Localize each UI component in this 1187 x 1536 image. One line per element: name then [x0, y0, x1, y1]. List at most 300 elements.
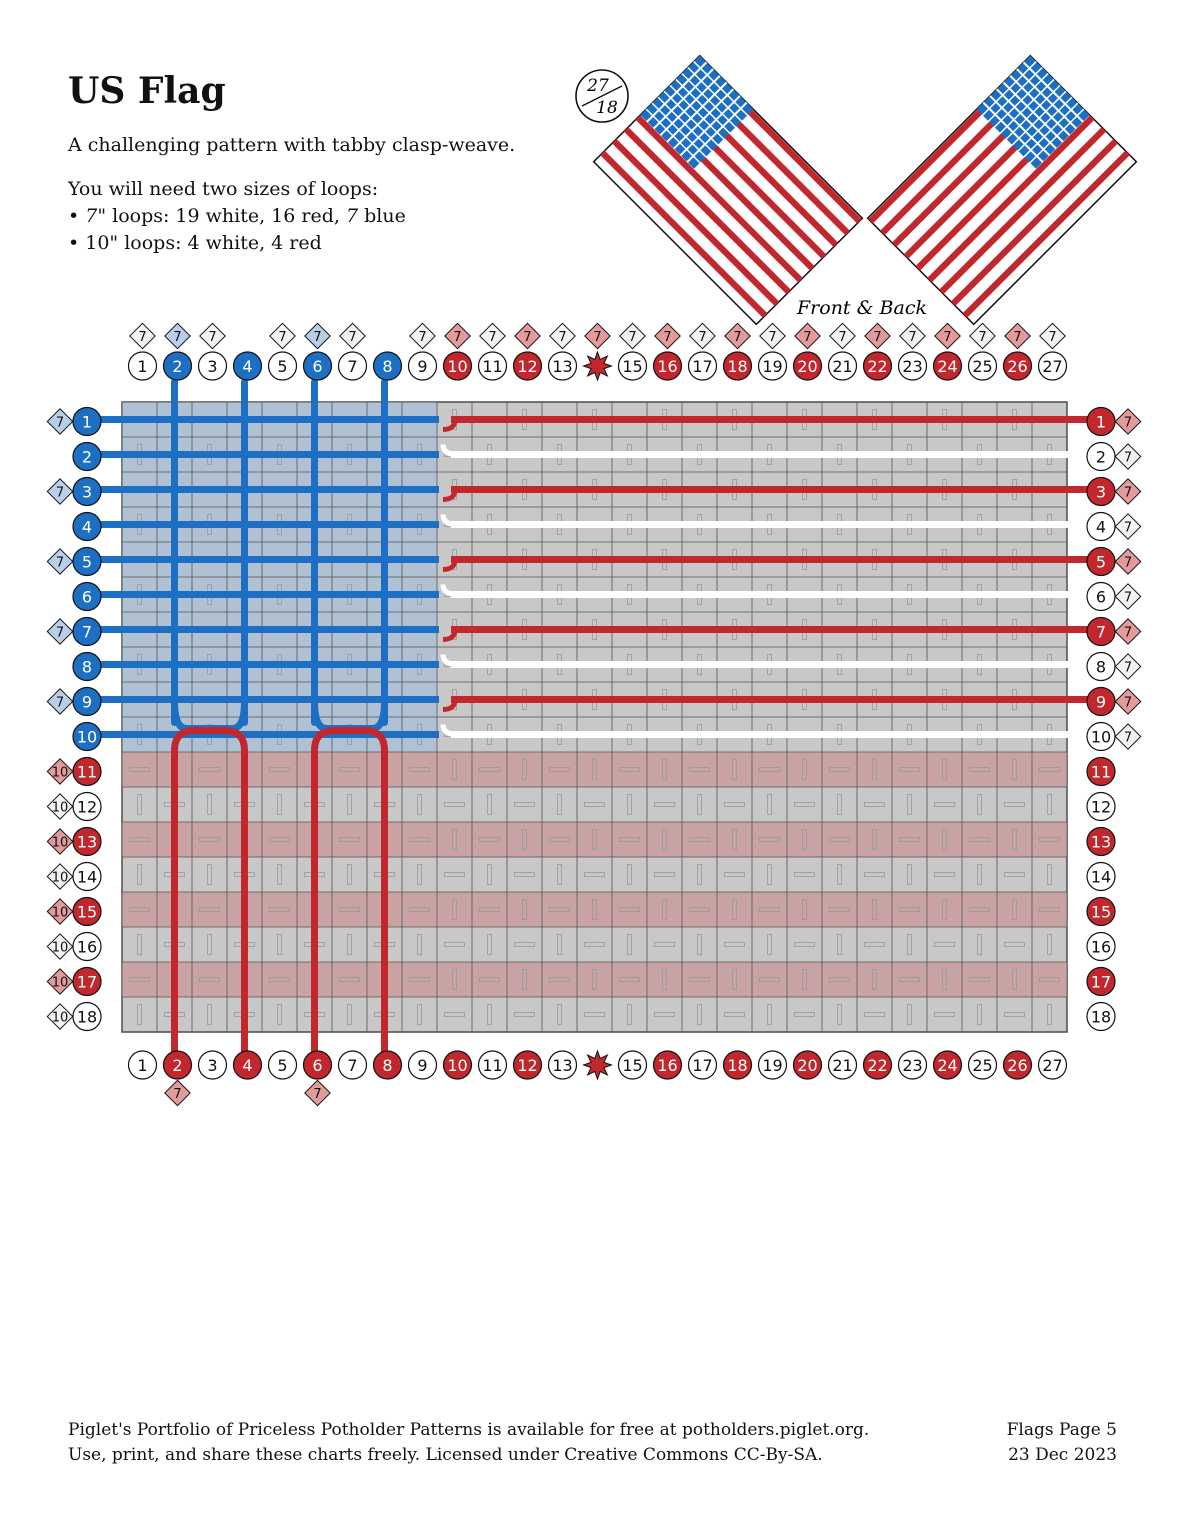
peg-number: 9: [417, 357, 428, 376]
peg-number: 7: [347, 1056, 358, 1075]
top-peg: [339, 352, 367, 380]
top-peg: [689, 352, 717, 380]
loop-size-label: 7: [55, 625, 65, 641]
flag-preview-back: [868, 56, 1137, 325]
peg-number: 10: [447, 1056, 468, 1075]
peg-number: 27: [1042, 357, 1063, 376]
peg-number: 7: [1095, 622, 1107, 642]
loop-size-label: 7: [1123, 695, 1133, 711]
peg-number: 11: [76, 762, 98, 782]
loop-size-label: 7: [313, 1087, 322, 1102]
loop-size-label: 7: [523, 330, 532, 345]
left-peg: [73, 828, 101, 856]
right-peg: [1087, 443, 1115, 471]
right-loop-size: [1115, 514, 1140, 539]
loop-size-label: 7: [978, 330, 987, 345]
loop-size-label: 7: [453, 330, 462, 345]
left-peg: [73, 653, 101, 681]
top-peg: [269, 352, 297, 380]
peg-number: 16: [657, 357, 678, 376]
top-loop-size: [305, 323, 330, 348]
top-peg: [1039, 352, 1067, 380]
star-peg-icon: [584, 1051, 612, 1079]
peg-number: 14: [1090, 867, 1112, 887]
left-peg: [73, 478, 101, 506]
top-loop-size: [1040, 323, 1065, 348]
peg-number: 10: [447, 357, 468, 376]
stripe-tint: [122, 962, 1067, 997]
footer-line-2: Use, print, and share these charts freely. Licensed under Creative Commons CC-By-SA.: [68, 1445, 823, 1465]
peg-number: 9: [417, 1056, 428, 1075]
loop-size-label: 7: [348, 330, 357, 345]
top-loop-size: [620, 323, 645, 348]
top-loop-size: [655, 323, 680, 348]
loop-size-label: 10: [51, 835, 69, 851]
right-peg: [1087, 513, 1115, 541]
right-peg: [1087, 1003, 1115, 1031]
right-peg: [1087, 793, 1115, 821]
peg-number: 23: [902, 357, 923, 376]
peg-number: 15: [1090, 902, 1112, 922]
peg-number: 2: [172, 357, 183, 376]
peg-number: 15: [622, 357, 643, 376]
peg-number: 15: [622, 1056, 643, 1075]
left-peg: [73, 793, 101, 821]
loop-size-label: 10: [51, 1010, 69, 1026]
blue-count: 7: [345, 205, 359, 227]
loop-size-label: 7: [1123, 415, 1133, 431]
peg-number: 9: [81, 692, 93, 712]
peg-number: 20: [797, 357, 818, 376]
peg-number: 4: [1095, 517, 1107, 537]
right-loop-size: [1115, 584, 1140, 609]
loop-size-label: 10: [51, 940, 69, 956]
loop-size-label: 7: [488, 330, 497, 345]
loop-size-label: 7: [768, 330, 777, 345]
left-peg: [73, 513, 101, 541]
bottom-peg: [234, 1051, 262, 1079]
left-loop-size: [47, 759, 72, 784]
left-peg: [73, 933, 101, 961]
peg-number: 11: [482, 1056, 503, 1075]
left-loop-size: [47, 934, 72, 959]
top-peg: [129, 352, 157, 380]
right-loop-size: [1115, 444, 1140, 469]
bottom-peg: [444, 1051, 472, 1079]
top-loop-size: [270, 323, 295, 348]
bottom-peg: [269, 1051, 297, 1079]
bottom-peg: [829, 1051, 857, 1079]
left-peg: [73, 618, 101, 646]
top-peg: [409, 352, 437, 380]
top-peg: [199, 352, 227, 380]
peg-number: 5: [277, 1056, 288, 1075]
peg-number: 16: [1090, 937, 1112, 957]
peg-number: 11: [1090, 762, 1112, 782]
peg-number: 7: [81, 622, 93, 642]
loop-size-label: 7: [1123, 590, 1133, 606]
bottom-peg: [724, 1051, 752, 1079]
top-peg: [829, 352, 857, 380]
right-loop-size: [1115, 549, 1140, 574]
loop-size-label: 7: [943, 330, 952, 345]
peg-number: 4: [242, 1056, 253, 1075]
peg-number: 16: [76, 937, 98, 957]
peg-number: 8: [81, 657, 93, 677]
loom-size-bottom: 18: [596, 98, 618, 118]
left-loop-size: [47, 829, 72, 854]
top-peg: [304, 352, 332, 380]
loop-size-label: 7: [1123, 625, 1133, 641]
left-peg: [73, 723, 101, 751]
bottom-loop-size: [305, 1080, 330, 1105]
right-peg: [1087, 618, 1115, 646]
bottom-peg: [1004, 1051, 1032, 1079]
left-loop-size: [47, 409, 72, 434]
peg-number: 18: [727, 1056, 748, 1075]
loop-size-label: 7: [55, 555, 65, 571]
loop-size-label: 10: [51, 905, 69, 921]
top-loop-size: [445, 323, 470, 348]
top-loop-size: [1005, 323, 1030, 348]
top-peg: [619, 352, 647, 380]
peg-number: 17: [1090, 972, 1112, 992]
peg-number: 19: [762, 357, 783, 376]
bottom-peg: [654, 1051, 682, 1079]
left-peg: [73, 758, 101, 786]
left-peg: [73, 968, 101, 996]
peg-number: 13: [1090, 832, 1112, 852]
peg-number: 14: [76, 867, 98, 887]
left-loop-size: [47, 969, 72, 994]
loop-size-label: 7: [173, 1087, 182, 1102]
loop-size-label: 10: [51, 800, 69, 816]
right-peg: [1087, 933, 1115, 961]
top-loop-size: [970, 323, 995, 348]
top-peg: [234, 352, 262, 380]
loop-size-label: 7: [803, 330, 812, 345]
loom-grid: [122, 402, 1067, 1032]
peg-number: 4: [81, 517, 93, 537]
loop-size-label: 10: [51, 765, 69, 781]
peg-number: 24: [937, 357, 958, 376]
bottom-peg: [969, 1051, 997, 1079]
peg-number: 13: [552, 357, 573, 376]
right-peg: [1087, 408, 1115, 436]
top-loop-size: [725, 323, 750, 348]
bottom-peg: [899, 1051, 927, 1079]
left-loop-size: [47, 864, 72, 889]
peg-number: 8: [1095, 657, 1107, 677]
peg-number: 2: [1095, 447, 1107, 467]
top-loop-size: [760, 323, 785, 348]
peg-number: 18: [727, 357, 748, 376]
loop-size-label: 7: [208, 330, 217, 345]
right-peg: [1087, 723, 1115, 751]
loop-size-label: 7: [873, 330, 882, 345]
right-loop-size: [1115, 619, 1140, 644]
peg-number: 17: [692, 1056, 713, 1075]
right-peg: [1087, 863, 1115, 891]
loop-size-label: 7: [173, 330, 182, 345]
bottom-peg: [794, 1051, 822, 1079]
bottom-peg: [339, 1051, 367, 1079]
peg-number: 20: [797, 1056, 818, 1075]
peg-number: 3: [81, 482, 93, 502]
loop-counts: loops: 19 white, 16 red,: [106, 205, 346, 227]
loop-size-label: 7: [1123, 485, 1133, 501]
loop-size-label: 7: [313, 330, 322, 345]
left-loop-size: [47, 479, 72, 504]
peg-number: 7: [347, 357, 358, 376]
peg-number: 8: [382, 1056, 393, 1075]
loop-size-label: 7: [1123, 520, 1133, 536]
peg-number: 19: [762, 1056, 783, 1075]
right-peg: [1087, 758, 1115, 786]
top-peg: [934, 352, 962, 380]
bottom-peg: [479, 1051, 507, 1079]
left-peg: [73, 443, 101, 471]
footer-page-info: [1007, 1418, 1117, 1468]
peg-number: 12: [517, 357, 538, 376]
peg-number: 13: [552, 1056, 573, 1075]
top-loop-size: [585, 323, 610, 348]
loop-size-label: 7: [55, 695, 65, 711]
peg-number: 5: [1095, 552, 1107, 572]
peg-number: 6: [312, 1056, 323, 1075]
left-loop-size: [47, 619, 72, 644]
top-peg: [864, 352, 892, 380]
footer-credits: [68, 1418, 869, 1468]
right-peg: [1087, 828, 1115, 856]
peg-number: 25: [972, 357, 993, 376]
top-loop-size: [130, 323, 155, 348]
materials-10in: • 10" loops: 4 white, 4 red: [68, 232, 322, 254]
bottom-peg: [514, 1051, 542, 1079]
right-peg: [1087, 653, 1115, 681]
bottom-peg: [1039, 1051, 1067, 1079]
peg-number: 1: [137, 1056, 148, 1075]
peg-number: 12: [517, 1056, 538, 1075]
peg-number: 4: [242, 357, 253, 376]
peg-number: 24: [937, 1056, 958, 1075]
top-peg: [549, 352, 577, 380]
top-loop-size: [690, 323, 715, 348]
peg-number: 16: [657, 1056, 678, 1075]
loop-size-label: 7: [1123, 555, 1133, 571]
pattern-description: A challenging pattern with tabby clasp-weave.: [68, 134, 516, 156]
loop-size-label: 7: [1123, 730, 1133, 746]
peg-number: 18: [1090, 1007, 1112, 1027]
right-peg: [1087, 548, 1115, 576]
left-loop-size: [47, 689, 72, 714]
peg-number: 11: [482, 357, 503, 376]
bottom-peg: [164, 1051, 192, 1079]
peg-number: 17: [692, 357, 713, 376]
stripe-tint: [122, 752, 1067, 787]
page-number: Flags Page 5: [1006, 1420, 1117, 1440]
right-peg: [1087, 688, 1115, 716]
top-loop-size: [550, 323, 575, 348]
right-peg: [1087, 898, 1115, 926]
right-peg: [1087, 478, 1115, 506]
footer-line-1: Piglet's Portfolio of Priceless Potholder Patterns is available for free at potholders.piglet.org.: [68, 1420, 870, 1440]
top-loop-size: [200, 323, 225, 348]
top-peg: [654, 352, 682, 380]
peg-number: 12: [76, 797, 98, 817]
stripe-tint: [122, 892, 1067, 927]
bottom-peg: [864, 1051, 892, 1079]
flag-previews: [594, 56, 1137, 325]
top-loop-size: [410, 323, 435, 348]
bottom-peg: [304, 1051, 332, 1079]
peg-number: 17: [76, 972, 98, 992]
peg-number: 3: [207, 357, 218, 376]
top-loop-size: [515, 323, 540, 348]
flag-preview-front: [594, 56, 863, 325]
loop-size-7: 7": [85, 205, 107, 227]
page-date: 23 Dec 2023: [1008, 1445, 1117, 1465]
bottom-peg: [374, 1051, 402, 1079]
top-loop-size: [935, 323, 960, 348]
loop-size-label: 7: [908, 330, 917, 345]
peg-number: 2: [172, 1056, 183, 1075]
loop-size-label: 7: [138, 330, 147, 345]
loop-size-label: 10: [51, 975, 69, 991]
loop-size-label: 7: [418, 330, 427, 345]
peg-number: 21: [832, 357, 853, 376]
star-peg-icon: [584, 352, 612, 380]
stripe-tint: [122, 822, 1067, 857]
top-peg: [164, 352, 192, 380]
bottom-peg: [199, 1051, 227, 1079]
top-loop-size: [480, 323, 505, 348]
peg-number: 25: [972, 1056, 993, 1075]
bottom-peg: [759, 1051, 787, 1079]
right-loop-size: [1115, 654, 1140, 679]
bottom-peg: [619, 1051, 647, 1079]
peg-number: 1: [1095, 412, 1107, 432]
peg-number: 6: [312, 357, 323, 376]
loop-size-label: 7: [558, 330, 567, 345]
loop-size-label: 7: [733, 330, 742, 345]
peg-number: 26: [1007, 357, 1028, 376]
left-loop-size: [47, 1004, 72, 1029]
peg-number: 1: [137, 357, 148, 376]
bullet: •: [68, 205, 86, 227]
peg-number: 22: [867, 357, 888, 376]
peg-number: 22: [867, 1056, 888, 1075]
right-peg: [1087, 968, 1115, 996]
peg-number: 12: [1090, 797, 1112, 817]
bottom-peg: [129, 1051, 157, 1079]
right-loop-size: [1115, 409, 1140, 434]
peg-number: 1: [81, 412, 93, 432]
bottom-peg: [409, 1051, 437, 1079]
peg-number: 9: [1095, 692, 1107, 712]
loop-size-label: 10: [51, 870, 69, 886]
bottom-peg: [934, 1051, 962, 1079]
right-loop-size: [1115, 479, 1140, 504]
top-peg: [479, 352, 507, 380]
top-loop-size: [340, 323, 365, 348]
top-loop-size: [900, 323, 925, 348]
bottom-peg: [689, 1051, 717, 1079]
top-loop-size: [830, 323, 855, 348]
loop-size-label: 7: [1123, 660, 1133, 676]
loop-size-label: 7: [698, 330, 707, 345]
peg-number: 6: [81, 587, 93, 607]
top-peg: [514, 352, 542, 380]
peg-number: 5: [81, 552, 93, 572]
top-peg: [584, 352, 612, 380]
peg-number: 8: [382, 357, 393, 376]
peg-number: 6: [1095, 587, 1107, 607]
top-peg: [794, 352, 822, 380]
preview-caption: Front & Back: [796, 297, 928, 319]
left-peg: [73, 1003, 101, 1031]
peg-number: 23: [902, 1056, 923, 1075]
peg-number: 5: [277, 357, 288, 376]
page-title: US Flag: [68, 70, 226, 112]
top-peg: [899, 352, 927, 380]
peg-number: 10: [1090, 727, 1112, 747]
left-loop-size: [47, 549, 72, 574]
peg-number: 13: [76, 832, 98, 852]
loop-size-label: 7: [278, 330, 287, 345]
loop-size-label: 7: [55, 415, 65, 431]
loop-size-label: 7: [1013, 330, 1022, 345]
left-peg: [73, 408, 101, 436]
loop-size-label: 7: [55, 485, 65, 501]
loop-size-label: 7: [838, 330, 847, 345]
right-peg: [1087, 583, 1115, 611]
blue-label: blue: [358, 205, 406, 227]
top-loop-size: [865, 323, 890, 348]
materials-intro: You will need two sizes of loops:: [68, 178, 379, 200]
peg-number: 2: [81, 447, 93, 467]
top-peg: [1004, 352, 1032, 380]
peg-number: 3: [207, 1056, 218, 1075]
top-loop-size: [795, 323, 820, 348]
peg-number: 27: [1042, 1056, 1063, 1075]
left-loop-size: [47, 794, 72, 819]
bottom-loop-size: [165, 1080, 190, 1105]
left-peg: [73, 548, 101, 576]
right-loop-size: [1115, 689, 1140, 714]
loop-size-label: 7: [1123, 450, 1133, 466]
loop-size-label: 7: [628, 330, 637, 345]
left-peg: [73, 688, 101, 716]
top-peg: [759, 352, 787, 380]
left-loop-size: [47, 899, 72, 924]
peg-number: 26: [1007, 1056, 1028, 1075]
loop-size-label: 7: [663, 330, 672, 345]
peg-number: 10: [76, 727, 98, 747]
bottom-peg: [549, 1051, 577, 1079]
loom-size-top: 27: [587, 76, 609, 96]
loom-size-badge: [576, 70, 628, 122]
loop-size-label: 7: [593, 330, 602, 345]
top-peg: [444, 352, 472, 380]
top-loop-size: [165, 323, 190, 348]
peg-number: 21: [832, 1056, 853, 1075]
peg-number: 18: [76, 1007, 98, 1027]
right-loop-size: [1115, 724, 1140, 749]
left-peg: [73, 898, 101, 926]
bottom-peg: [584, 1051, 612, 1079]
peg-number: 3: [1095, 482, 1107, 502]
